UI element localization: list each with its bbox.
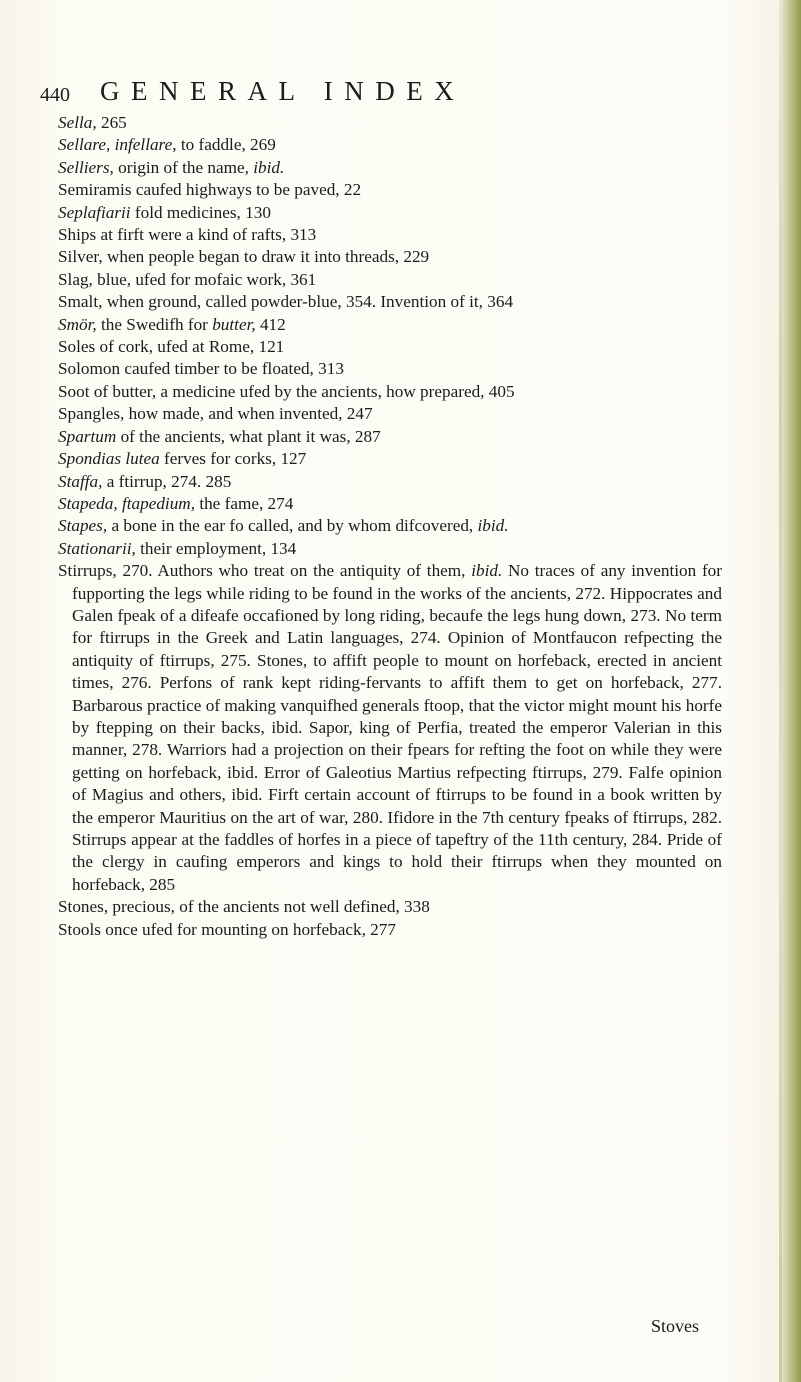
entry-text: Solomon caufed timber to be floated, 313 <box>58 359 344 379</box>
page-edge <box>779 0 801 1382</box>
entry-text: Soot of butter, a medicine ufed by the ancients, how prepared, 405 <box>58 381 515 401</box>
entry-reference: ibid. <box>253 157 285 177</box>
entry-term: Stapeda, ftapedium, <box>58 493 196 513</box>
entry-text: of the ancients, what plant it was, 287 <box>116 426 381 446</box>
entry-text: a bone in the ear fo called, and by whom difcovered, <box>107 516 478 536</box>
entry-reference: ibid. <box>471 561 503 581</box>
index-entry <box>58 896 722 918</box>
index-entry <box>58 134 722 156</box>
entry-reference: butter, <box>212 314 256 334</box>
entry-reference: ibid. <box>477 516 509 536</box>
index-entry <box>58 919 722 941</box>
entry-text: to faddle, 269 <box>176 135 276 155</box>
entry-text: 265 <box>96 113 127 132</box>
entry-text: Stones, precious, of the ancients not well defined, 338 <box>58 897 430 917</box>
index-entry <box>58 358 722 380</box>
entry-term: Smör, <box>58 314 97 334</box>
entry-term: Spartum <box>58 426 117 446</box>
entry-continuation: No traces of any invention for fupporting the legs while riding to be found in the works of the ancients, 272. Hippocrates and Galen fpeak of a difeafe occafioned by long riding, becaufe the legs hung down, 273. No term for ftirrups in the Greek and Latin languages, 274. Opinion of Montfaucon refpecting the antiquity of ftirrups, 275. Stones, to affift people to mount on horfeback, erected in ancient times, 276. Perfons of rank kept riding-fervants to affift them to get on horfeback, 277. Barbarous practice of making vanquifhed generals ftoop, that the victor might mount his horfe by ftepping on their backs, ibid. Sapor, king of Perfia, treated the emperor Valerian in this manner, 278. Warriors had a projection on their fpears for refting the foot on while they were getting on horfeback, ibid. Error of Galeotius Martius refpecting ftirrups, 279. Falfe opinion of Magius and others, ibid. Firft certain account of ftirrups to be found in a book written by the emperor Mauritius on the art of war, 280. Ifidore in the 7th century fpeaks of ftirrups, 282. Stirrups appear at the faddles of horfes in a piece of tapeftry of the 11th century, 284. Pride of the clergy in caufing emperors and kings to hold their ftirrups when they mounted on horfeback, 285 <box>72 561 722 894</box>
entry-text: the fame, 274 <box>195 493 294 513</box>
entry-term: Sellare, infellare, <box>58 135 177 155</box>
index-entry <box>58 448 722 470</box>
entry-continuation: 412 <box>255 314 286 334</box>
entry-text: Stools once ufed for mounting on horfeback, 277 <box>58 919 396 939</box>
entry-text: Soles of cork, ufed at Rome, 121 <box>58 337 285 357</box>
entry-text: their employment, 134 <box>135 538 297 558</box>
entry-text: Stirrups, 270. Authors who treat on the antiquity of them, <box>58 561 472 581</box>
index-entry <box>58 269 722 291</box>
entry-text: Slag, blue, ufed for mofaic work, 361 <box>58 269 317 289</box>
index-entry <box>58 538 722 560</box>
index-entry <box>58 246 722 268</box>
index-entry <box>58 493 722 515</box>
index-entries <box>58 112 722 941</box>
index-entry <box>58 157 722 179</box>
catchword: Stoves <box>650 1316 699 1336</box>
index-entry <box>58 224 722 246</box>
entry-text: Smalt, when ground, called powder-blue, 354. Invention of it, 364 <box>58 292 514 312</box>
index-entry <box>58 515 722 537</box>
entry-term: Stationarii, <box>58 538 136 558</box>
entry-text: the Swedifh for <box>96 314 213 334</box>
entry-text: a ftirrup, 274. 285 <box>102 471 232 491</box>
index-entry <box>58 381 722 403</box>
entry-text: Ships at firft were a kind of rafts, 313 <box>58 225 317 245</box>
running-head: GENERAL INDEX <box>100 76 466 106</box>
entry-text: ferves for corks, 127 <box>159 449 307 469</box>
page-number: 440 <box>40 84 70 106</box>
index-entry <box>58 202 722 224</box>
index-entry <box>58 291 722 313</box>
entry-term: Selliers, <box>58 157 114 177</box>
entry-term: Stapes, <box>58 516 108 536</box>
index-entry <box>58 560 722 896</box>
entry-text: Silver, when people began to draw it into threads, 229 <box>58 247 430 267</box>
entry-term: Sella, <box>58 113 97 132</box>
entry-term: Seplafiarii <box>58 202 131 222</box>
index-entry <box>58 403 722 425</box>
index-entry <box>58 112 722 134</box>
index-entry <box>58 426 722 448</box>
index-entry <box>58 179 722 201</box>
entry-text: Semiramis caufed highways to be paved, 22 <box>58 180 362 200</box>
entry-text: origin of the name, <box>113 157 254 177</box>
index-entry <box>58 336 722 358</box>
entry-text: Spangles, how made, and when invented, 247 <box>58 404 373 424</box>
entry-term: Staffa, <box>58 471 103 491</box>
page-header <box>40 76 640 110</box>
entry-text: fold medicines, 130 <box>130 202 271 222</box>
index-entry <box>58 471 722 493</box>
index-entry <box>58 314 722 336</box>
entry-term: Spondias lutea <box>58 449 160 469</box>
